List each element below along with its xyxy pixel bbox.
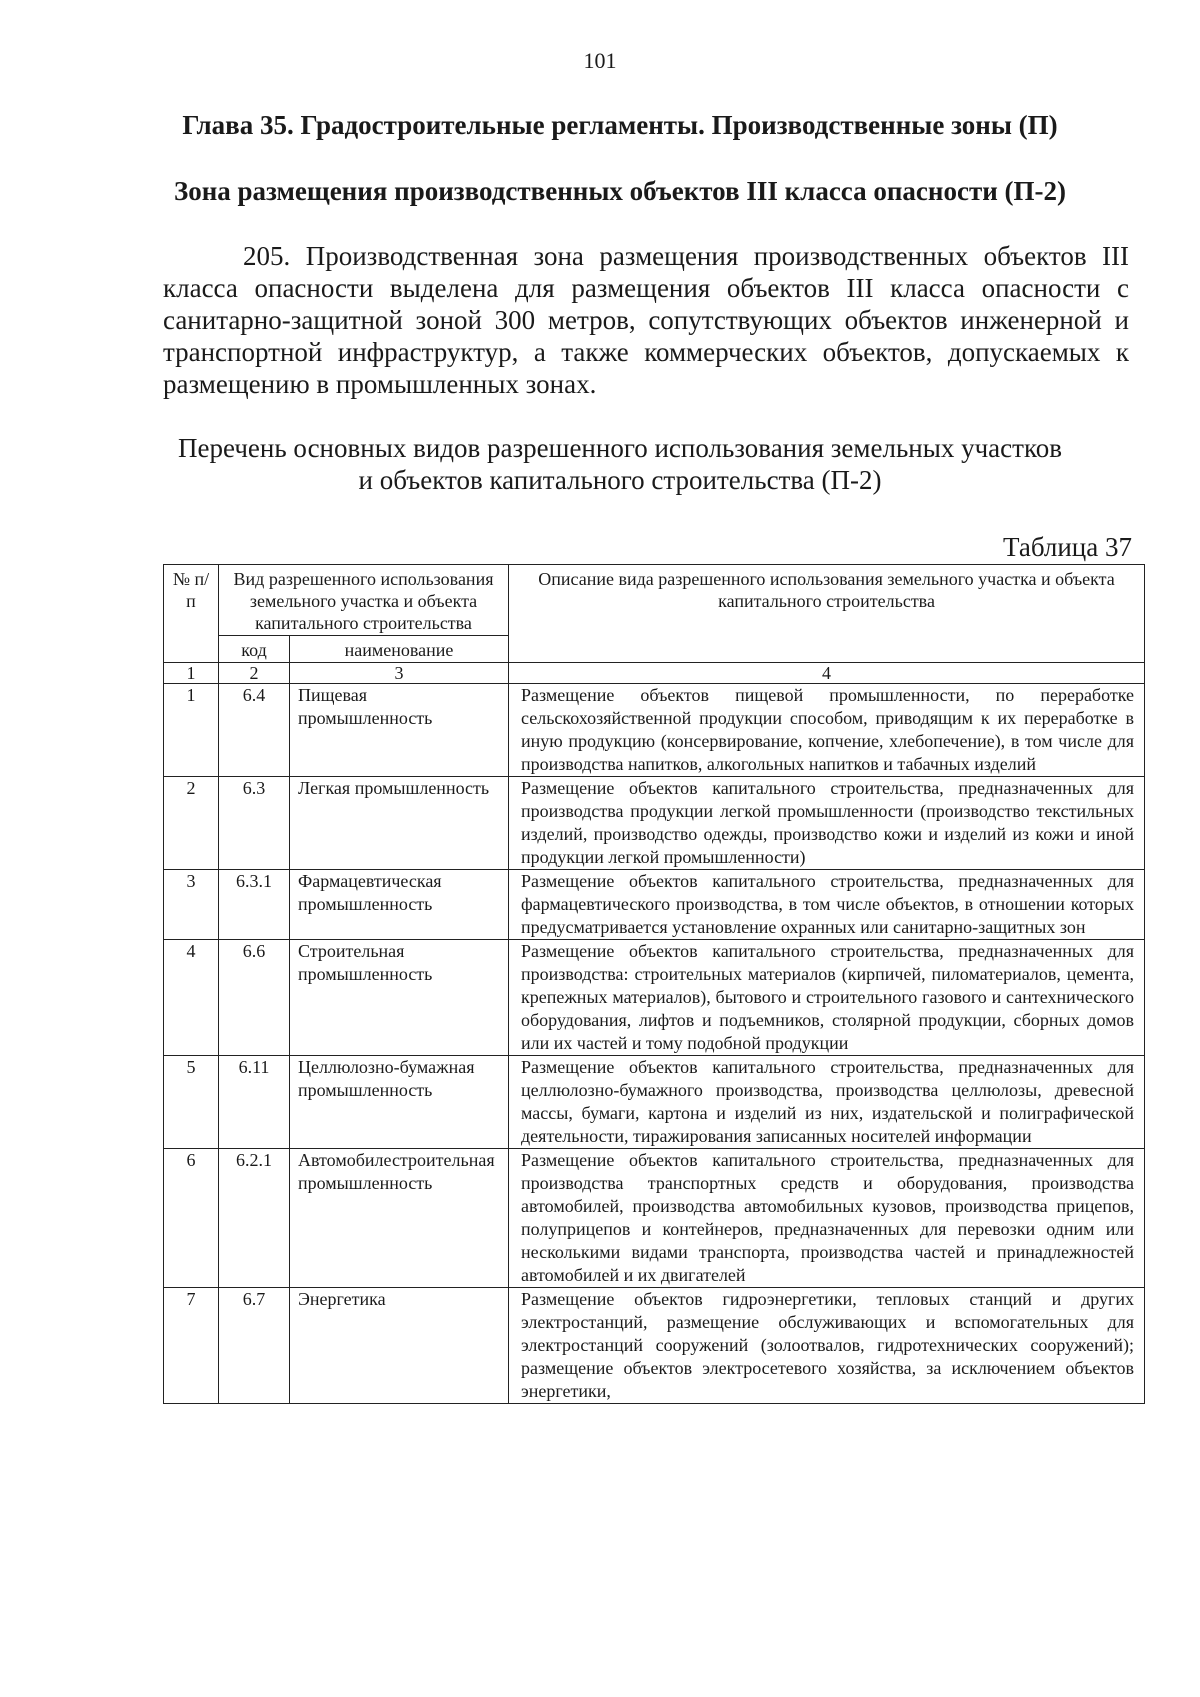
row-desc-cell: Размещение объектов гидроэнергетики, тепловых станций и других электростанций, размещение обслуживающих и вспомогательных для электростанций сооружений (золоотвалов, гидротехнических сооружений); размещение объектов электросетевого хозяйства, за исключением объектов энергетики,: [509, 1288, 1145, 1404]
table-row: [164, 777, 1145, 870]
table-row: [164, 940, 1145, 1056]
table-row: [164, 870, 1145, 940]
row-code-cell: 6.2.1: [219, 1149, 290, 1288]
chapter-title: Глава 35. Градостроительные регламенты. Производственные зоны (П): [182, 110, 1058, 140]
row-code-cell: 6.3: [219, 777, 290, 870]
header-num: № п/п: [164, 565, 219, 663]
row-desc-cell: Размещение объектов капитального строительства, предназначенных для целлюлозно-бумажного производства, производства целлюлозы, древесной массы, бумаги, картона и изделий из них, издательской и полиграфической деятельности, тиражирования записанных носителей информации: [509, 1056, 1145, 1149]
table-row: [164, 1288, 1145, 1404]
index-cell: 2: [219, 663, 290, 684]
row-name-cell: Строительная промышленность: [290, 940, 509, 1056]
row-name-cell: Автомобилестроительная промышленность: [290, 1149, 509, 1288]
row-desc-cell: Размещение объектов капитального строительства, предназначенных для производства транспортных средств и оборудования, производства автомобилей, производства автомобильных кузовов, производства прицепов, полуприцепов и контейнеров, предназначенных для перевозки одним или несколькими видами транспорта, производства частей и принадлежностей автомобилей и их двигателей: [509, 1149, 1145, 1288]
table-body: [164, 663, 1145, 1404]
paragraph-205: [163, 240, 1129, 400]
paragraph-text: Производственная зона размещения производственных объектов III класса опасности выделена для размещения объектов III класса опасности с санитарно-защитной зоной 300 метров, сопутствующих объектов инженерной и транспортной инфраструктур, а также коммерческих объектов, допускаемых к размещению в промышленных зонах.: [163, 241, 1130, 399]
row-num-cell: 6: [164, 1149, 219, 1288]
header-name: наименование: [290, 636, 509, 663]
row-num-cell: 5: [164, 1056, 219, 1149]
permitted-use-table: [163, 564, 1145, 1404]
row-num-cell: 2: [164, 777, 219, 870]
list-heading: [120, 432, 1120, 496]
table-row: [164, 1149, 1145, 1288]
row-num-cell: 7: [164, 1288, 219, 1404]
table-caption: Таблица 37: [1003, 532, 1132, 562]
page-number: 101: [583, 48, 617, 73]
header-desc: Описание вида разрешенного использования земельного участка и объекта капитального строительства: [509, 565, 1145, 663]
row-name-cell: Легкая промышленность: [290, 777, 509, 870]
row-num-cell: 4: [164, 940, 219, 1056]
row-num-cell: 3: [164, 870, 219, 940]
row-desc-cell: Размещение объектов капитального строительства, предназначенных для производства: строительных материалов (кирпичей, пиломатериалов, цемента, крепежных материалов), бытового и строительного газового и сантехнического оборудования, лифтов и подъемников, столярной продукции, сборных домов или их частей и тому подобной продукции: [509, 940, 1145, 1056]
table-row: [164, 684, 1145, 777]
row-code-cell: 6.4: [219, 684, 290, 777]
row-desc-cell: Размещение объектов пищевой промышленности, по переработке сельскохозяйственной продукции способом, приводящим к их переработке в иную продукцию (консервирование, копчение, хлебопечение), в том числе для производства напитков, алкогольных напитков и табачных изделий: [509, 684, 1145, 777]
row-code-cell: 6.11: [219, 1056, 290, 1149]
list-heading-line2: и объектов капитального строительства (П-2): [358, 465, 882, 495]
row-num-cell: 1: [164, 684, 219, 777]
index-cell: 4: [509, 663, 1145, 684]
row-desc-cell: Размещение объектов капитального строительства, предназначенных для фармацевтического производства, в том числе объектов, в отношении которых предусматривается установление охранных или санитарно-защитных зон: [509, 870, 1145, 940]
table-row: [164, 1056, 1145, 1149]
index-row: [164, 663, 1145, 684]
row-desc-cell: Размещение объектов капитального строительства, предназначенных для производства продукции легкой промышленности (производство текстильных изделий, производство одежды, производство кожи и изделий из кожи и иной продукции легкой промышленности): [509, 777, 1145, 870]
row-code-cell: 6.3.1: [219, 870, 290, 940]
row-name-cell: Фармацевтическая промышленность: [290, 870, 509, 940]
header-code: код: [219, 636, 290, 663]
row-code-cell: 6.7: [219, 1288, 290, 1404]
row-name-cell: Целлюлозно-бумажная промышленность: [290, 1056, 509, 1149]
zone-title: Зона размещения производственных объектов III класса опасности (П-2): [173, 176, 1066, 206]
row-name-cell: Энергетика: [290, 1288, 509, 1404]
list-heading-line1: Перечень основных видов разрешенного использования земельных участков: [178, 433, 1062, 463]
header-vid: Вид разрешенного использования земельного участка и объекта капитального строительства: [219, 565, 509, 636]
index-cell: 3: [290, 663, 509, 684]
row-name-cell: Пищевая промышленность: [290, 684, 509, 777]
index-cell: 1: [164, 663, 219, 684]
paragraph-number: 205.: [243, 241, 291, 271]
row-code-cell: 6.6: [219, 940, 290, 1056]
